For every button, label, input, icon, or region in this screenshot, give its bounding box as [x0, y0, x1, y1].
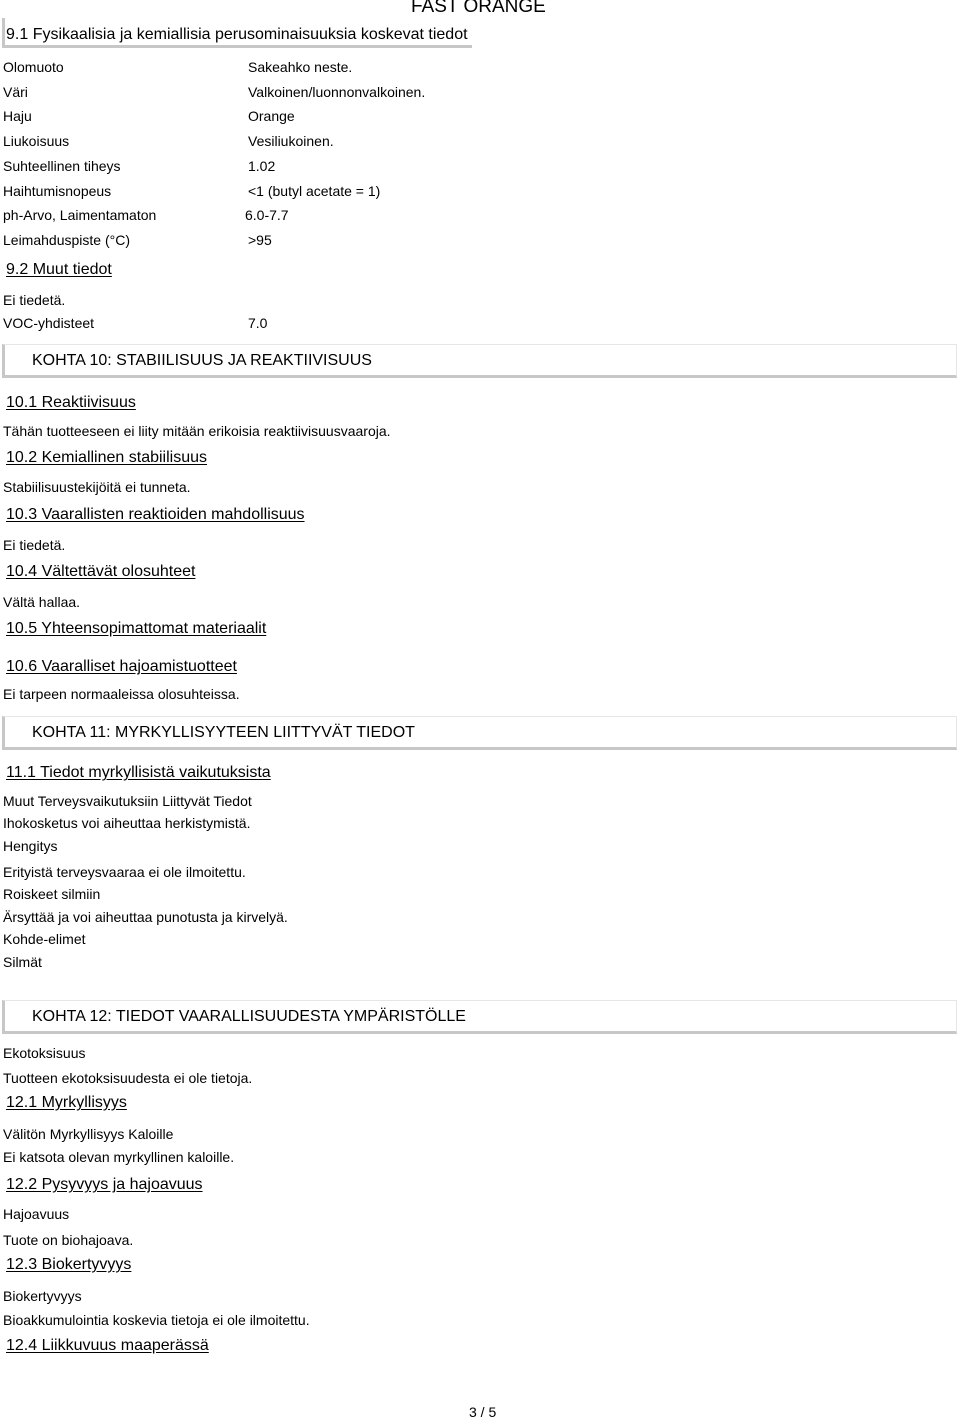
- property-label: Haju: [3, 108, 32, 124]
- section-11-line-6: Ärsyttää ja voi aiheuttaa punotusta ja kirvelyä.: [3, 909, 288, 925]
- section-12-1-title: 12.1 Myrkyllisyys: [6, 1094, 127, 1111]
- property-label: ph-Arvo, Laimentamaton: [3, 207, 157, 223]
- section-11-line-4: Erityistä terveysvaaraa ei ole ilmoitettu.: [3, 864, 246, 880]
- section-11-line-3: Hengitys: [3, 838, 58, 854]
- ekotoksisuus-text: Tuotteen ekotoksisuudesta ei ole tietoja.: [3, 1070, 253, 1086]
- section-12-3-title: 12.3 Biokertyvyys: [6, 1256, 132, 1273]
- section-9-2-text: Ei tiedetä.: [3, 292, 66, 308]
- section-10-2-title: 10.2 Kemiallinen stabiilisuus: [6, 449, 207, 466]
- page-number: 3 / 5: [469, 1404, 497, 1420]
- property-value: Sakeahko neste.: [248, 59, 353, 75]
- section-10-5-title: 10.5 Yhteensopimattomat materiaalit: [6, 620, 267, 637]
- section-11-line-7: Kohde-elimet: [3, 931, 86, 947]
- property-value: Orange: [248, 108, 295, 124]
- section-11-line-1: Muut Terveysvaikutuksiin Liittyvät Tiedot: [3, 793, 252, 809]
- section-10-1-text: Tähän tuotteeseen ei liity mitään erikoisia reaktiivisuusvaaroja.: [3, 423, 391, 439]
- section-12-4-title: 12.4 Liikkuvuus maaperässä: [6, 1337, 209, 1354]
- section-9-1-title: 9.1 Fysikaalisia ja kemiallisia perusominaisuuksia koskevat tiedot: [6, 26, 468, 43]
- section-10-6-title: 10.6 Vaaralliset hajoamistuotteet: [6, 658, 237, 675]
- property-value: <1 (butyl acetate = 1): [248, 183, 381, 199]
- section-10-1-title: 10.1 Reaktiivisuus: [6, 394, 136, 411]
- section-12-1-label: Välitön Myrkyllisyys Kaloille: [3, 1126, 174, 1142]
- section-12-3-text: Bioakkumulointia koskevia tietoja ei ole ilmoitettu.: [3, 1312, 310, 1328]
- property-value: 6.0-7.7: [245, 207, 289, 223]
- section-10-3-title: 10.3 Vaarallisten reaktioiden mahdollisuus: [6, 506, 305, 523]
- section-10-2-text: Stabiilisuustekijöitä ei tunneta.: [3, 479, 191, 495]
- section-12-header: [2, 1000, 957, 1034]
- property-value: Vesiliukoinen.: [248, 133, 334, 149]
- property-label: Leimahduspiste (°C): [3, 232, 130, 248]
- section-11-line-8: Silmät: [3, 954, 42, 970]
- section-11-line-2: Ihokosketus voi aiheuttaa herkistymistä.: [3, 815, 251, 831]
- property-label: Väri: [3, 84, 28, 100]
- property-label: Liukoisuus: [3, 133, 70, 149]
- section-11-header: [2, 716, 957, 750]
- section-12-1-text: Ei katsota olevan myrkyllinen kaloille.: [3, 1149, 235, 1165]
- section-12-2-label: Hajoavuus: [3, 1206, 70, 1222]
- property-value: 1.02: [248, 158, 276, 174]
- section-11-title: KOHTA 11: MYRKYLLISYYTEEN LIITTYVÄT TIEDOT: [32, 724, 415, 741]
- section-11-line-5: Roiskeet silmiin: [3, 886, 101, 902]
- section-10-4-text: Vältä hallaa.: [3, 594, 81, 610]
- section-10-3-text: Ei tiedetä.: [3, 537, 66, 553]
- section-11-1-title: 11.1 Tiedot myrkyllisistä vaikutuksista: [6, 764, 271, 781]
- section-10-4-title: 10.4 Vältettävät olosuhteet: [6, 563, 196, 580]
- property-label: Olomuoto: [3, 59, 64, 75]
- section-12-3-label: Biokertyvyys: [3, 1288, 82, 1304]
- voc-value: 7.0: [248, 315, 268, 331]
- property-label: Suhteellinen tiheys: [3, 158, 121, 174]
- section-10-6-text: Ei tarpeen normaaleissa olosuhteissa.: [3, 686, 240, 702]
- section-10-title: KOHTA 10: STABIILISUUS JA REAKTIIVISUUS: [32, 352, 372, 369]
- section-12-2-title: 12.2 Pysyvyys ja hajoavuus: [6, 1176, 203, 1193]
- section-10-header: [2, 344, 957, 378]
- section-12-2-text: Tuote on biohajoava.: [3, 1232, 134, 1248]
- section-12-title: KOHTA 12: TIEDOT VAARALLISUUDESTA YMPÄRISTÖLLE: [32, 1008, 466, 1025]
- property-value: >95: [248, 232, 272, 248]
- property-value: Valkoinen/luonnonvalkoinen.: [248, 84, 426, 100]
- section-9-2-title: 9.2 Muut tiedot: [6, 261, 112, 278]
- voc-label: VOC-yhdisteet: [3, 315, 95, 331]
- product-name: FAST ORANGE: [411, 0, 546, 17]
- property-label: Haihtumisnopeus: [3, 183, 112, 199]
- ekotoksisuus-label: Ekotoksisuus: [3, 1045, 86, 1061]
